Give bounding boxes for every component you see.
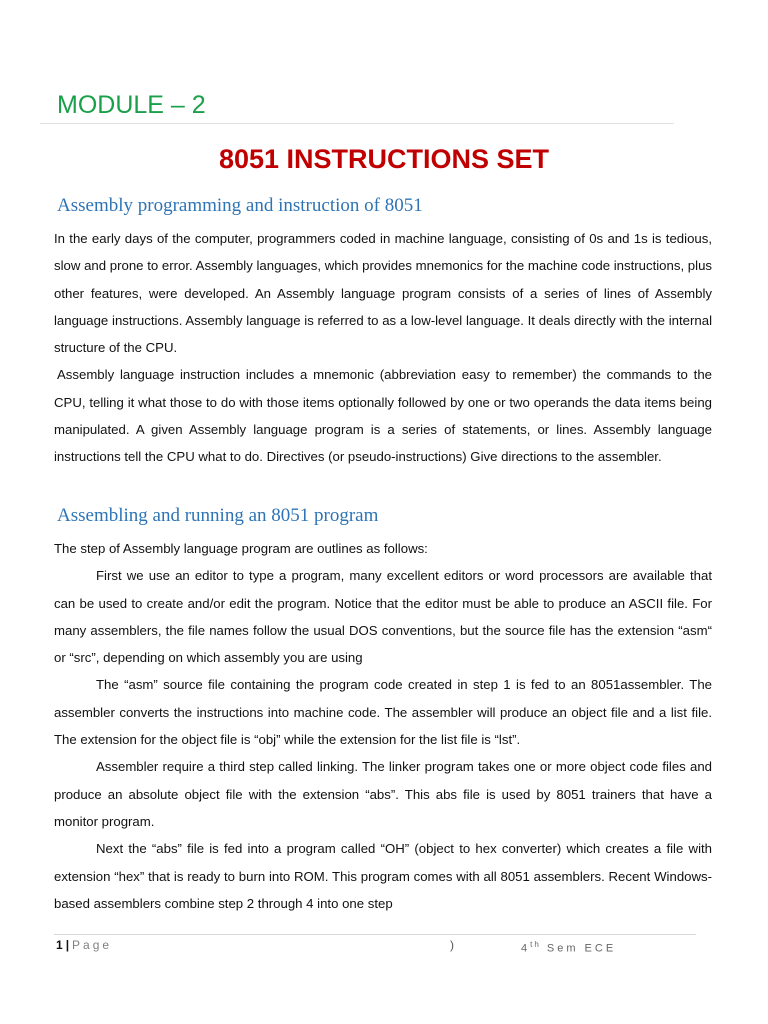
paragraph: In the early days of the computer, programmers coded in machine language, consisting of 0s and 1s is tedious, slow and prone to error. Assembly languages, which provides mnemonics for the machine code instructions, plus other features, were developed. An Assembly language program consists of a series of lines of Assembly language instructions. Assembly language is referred to as a low-level language. It deals directly with the internal structure of the CPU. bbox=[54, 231, 712, 356]
section-heading-assembling-running: Assembling and running an 8051 program bbox=[57, 505, 379, 526]
semester-suffix: th bbox=[530, 940, 541, 949]
section-heading-assembly-programming: Assembly programming and instruction of 8051 bbox=[57, 195, 423, 216]
header-divider bbox=[40, 123, 674, 124]
paragraph: The step of Assembly language program are outlines as follows: bbox=[54, 541, 428, 556]
semester-number: 4 bbox=[521, 942, 531, 955]
footer-page-label bbox=[56, 938, 112, 952]
page-word: Page bbox=[72, 938, 113, 952]
footer-separator: | bbox=[65, 938, 70, 952]
section-body-assembly-programming bbox=[54, 225, 712, 471]
paragraph: First we use an editor to type a program, many excellent editors or word processors are available that can be used to create and/or edit the program. Notice that the editor must be able to produce an ASCII file. For many assemblers, the file names follow the usual DOS conventions, but the source file has the extension “asm“ or “src”, depending on which assembly you are using bbox=[54, 568, 712, 666]
document-title: 8051 INSTRUCTIONS SET bbox=[218, 144, 550, 174]
footer-divider bbox=[54, 934, 696, 935]
section-body-assembling-running bbox=[54, 535, 712, 917]
paragraph: Next the “abs” file is fed into a program called “OH” (object to hex converter) which creates a file with extension “hex” that is ready to burn into ROM. This program comes with all 8051 assemblers. Recent Windows-based assemblers combine step 2 through 4 into one step bbox=[54, 841, 712, 911]
page-number: 1 bbox=[56, 938, 63, 952]
paragraph: Assembly language instruction includes a mnemonic (abbreviation easy to remember) the commands to the CPU, telling it what those to do with those items optionally followed by one or two operands the data items being manipulated. A given Assembly language program is a series of statements, or lines. Assembly language instructions tell the CPU what to do. Directives (or pseudo-instructions) Give directions to the assembler. bbox=[54, 367, 712, 465]
module-title: MODULE – 2 bbox=[57, 91, 206, 119]
paragraph: The “asm” source file containing the program code created in step 1 is fed to an 8051assembler. The assembler converts the instructions into machine code. The assembler will produce an object file and a list file. The extension for the object file is “obj” while the extension for the list file is “lst”. bbox=[54, 677, 712, 748]
paragraph: Assembler require a third step called linking. The linker program takes one or more object code files and produce an absolute object file with the extension “abs”. This abs file is used by 8051 trainers that have a monitor program. bbox=[54, 759, 712, 829]
footer-semester bbox=[521, 938, 616, 956]
semester-text: Sem ECE bbox=[546, 942, 617, 955]
footer-paren: ) bbox=[450, 938, 454, 952]
